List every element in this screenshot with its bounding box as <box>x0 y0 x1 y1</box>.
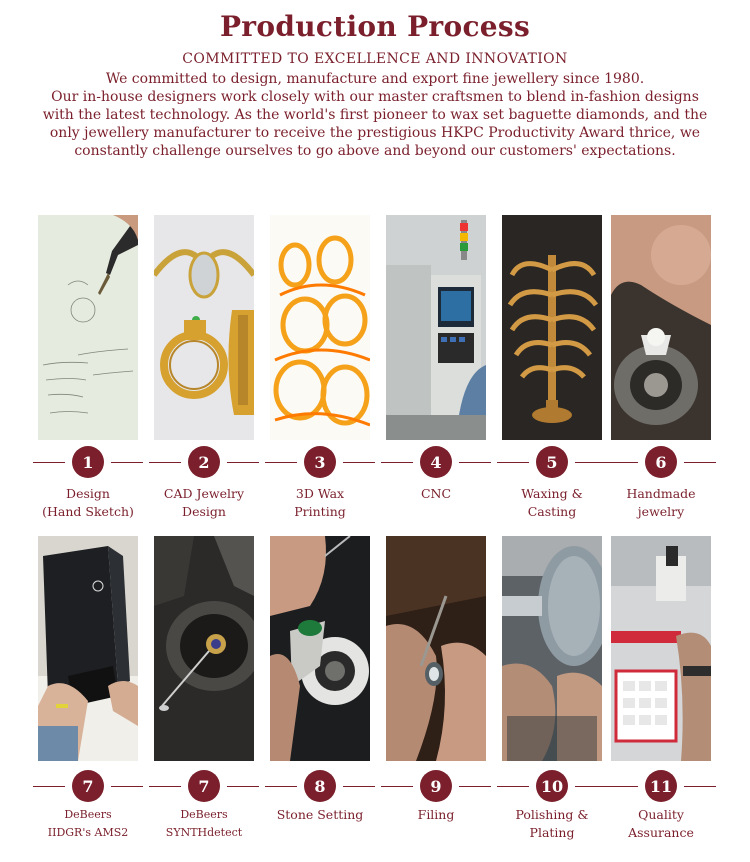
page-title: Production Process <box>219 10 531 43</box>
step-label <box>258 806 382 824</box>
step-badge: 1 <box>72 446 104 478</box>
step-label-line1: 3D Wax <box>295 486 345 501</box>
wax-print-photo <box>270 215 370 440</box>
step-label <box>599 485 723 521</box>
step-badge: 2 <box>188 446 220 478</box>
step-label-line2: (Hand Sketch) <box>42 504 134 519</box>
step-label <box>490 485 614 521</box>
step-label-line1: Handmade <box>626 486 696 501</box>
intro-text <box>40 70 710 160</box>
step-label-line1: CNC <box>420 486 452 501</box>
step-badge: 9 <box>420 770 452 802</box>
step-label-line2: Plating <box>529 825 575 840</box>
stone-setting-photo <box>270 536 370 761</box>
step-label <box>490 806 614 842</box>
step-badge: 11 <box>645 770 677 802</box>
step-badge: 10 <box>536 770 568 802</box>
step-badge: 7 <box>72 770 104 802</box>
step-badge: 3 <box>304 446 336 478</box>
step-label-line2: Casting <box>527 504 577 519</box>
step-label-line1: Design <box>66 486 110 501</box>
cad-ring-render <box>154 215 254 440</box>
hand-sketch-photo <box>38 215 138 440</box>
page-subtitle: COMMITTED TO EXCELLENCE AND INNOVATION <box>182 51 568 67</box>
step-number-row <box>30 770 146 802</box>
step-label-line2: Printing <box>294 504 346 519</box>
step-label-line1: Quality <box>638 807 684 822</box>
step-label-line2: Assurance <box>628 825 694 840</box>
step-number-row <box>262 446 378 478</box>
step-label-line1: DeBeers <box>64 808 112 821</box>
step-label-line1: DeBeers <box>180 808 228 821</box>
step-label-line2: SYNTHdetect <box>165 826 243 839</box>
cnc-machine-photo <box>386 215 486 440</box>
step-number-row <box>494 770 610 802</box>
step-label-line2: IIDGR's AMS2 <box>47 826 129 839</box>
step-label-line1: Stone Setting <box>276 807 364 822</box>
step-number-row <box>30 446 146 478</box>
step-label-line2: Design <box>182 504 226 519</box>
step-label-line2: jewelry <box>637 504 685 519</box>
intro-line-1: We committed to design, manufacture and export fine jewellery since 1980. <box>105 71 645 87</box>
step-badge: 8 <box>304 770 336 802</box>
intro-line-2: Our in-house designers work closely with our master craftsmen to blend in-fashion designs with the latest technology. As the world's first pioneer to wax set baguette diamonds, and the only jewellery manufacturer to receive the prestigious HKPC Productivity Award thrice, we constantly challenge ourselves to go above and beyond our customers' expectations. <box>42 89 708 159</box>
step-number-row <box>603 770 719 802</box>
step-label <box>142 806 266 842</box>
filing-photo <box>386 536 486 761</box>
step-label-line1: Filing <box>417 807 455 822</box>
step-number-row <box>378 446 494 478</box>
step-number-row <box>494 446 610 478</box>
step-badge: 6 <box>645 446 677 478</box>
synthdetect-photo <box>154 536 254 761</box>
step-label <box>374 806 498 824</box>
step-label <box>26 806 150 842</box>
step-label <box>374 485 498 503</box>
step-badge: 7 <box>188 770 220 802</box>
quality-assurance-photo <box>611 536 711 761</box>
step-badge: 5 <box>536 446 568 478</box>
step-label-line1: Polishing & <box>515 807 589 822</box>
polishing-photo <box>502 536 602 761</box>
step-label-line1: Waxing & <box>521 486 583 501</box>
step-number-row <box>146 770 262 802</box>
step-label <box>258 485 382 521</box>
step-number-row <box>146 446 262 478</box>
step-number-row <box>603 446 719 478</box>
step-label <box>26 485 150 521</box>
casting-tree-photo <box>502 215 602 440</box>
handmade-ring-photo <box>611 215 711 440</box>
step-label <box>142 485 266 521</box>
step-label-line1: CAD Jewelry <box>163 486 245 501</box>
ams2-machine-photo <box>38 536 138 761</box>
step-badge: 4 <box>420 446 452 478</box>
step-label <box>599 806 723 842</box>
step-number-row <box>262 770 378 802</box>
step-number-row <box>378 770 494 802</box>
